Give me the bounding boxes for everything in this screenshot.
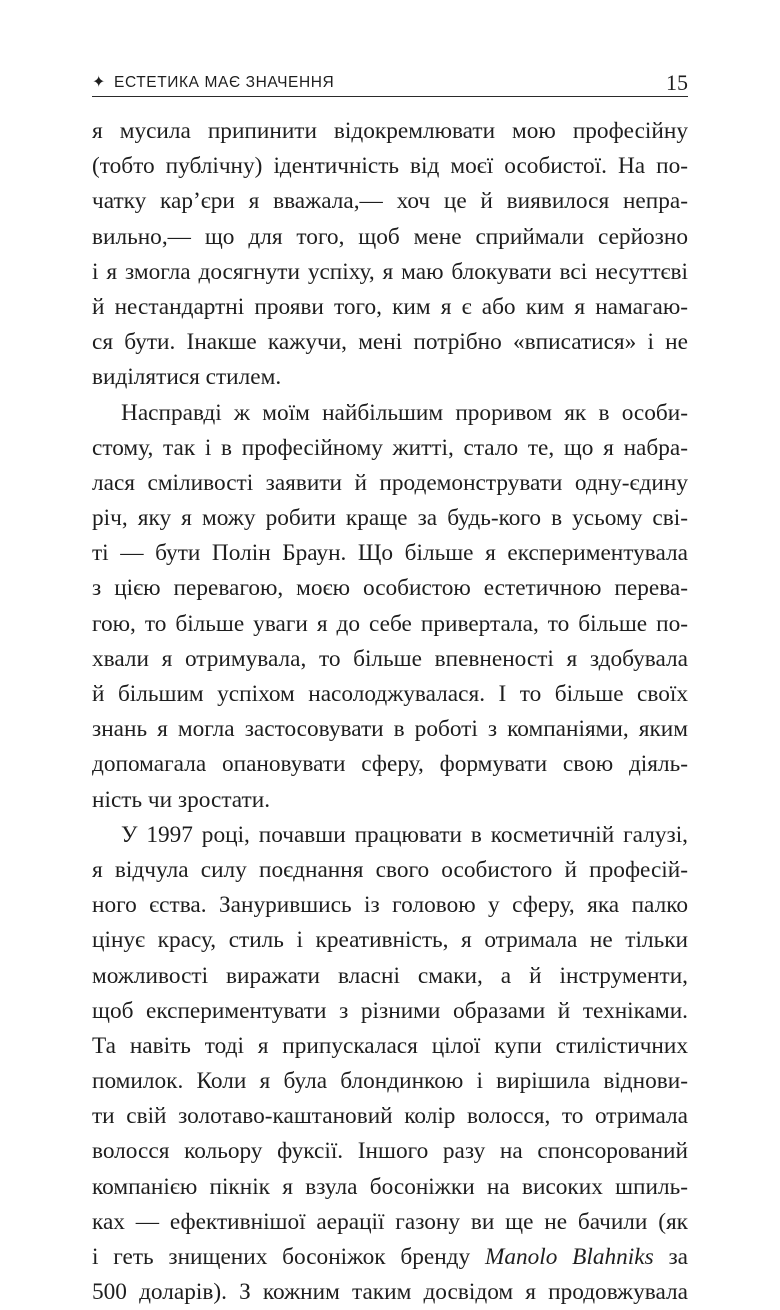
text-line: ного єства. Занурившись із головою у сферу, яка палко [92,892,688,919]
text-line: з цією перевагою, моєю особистою естетичною перева- [92,575,688,602]
text-line: 500 доларів). З кожним таким досвідом я продовжувала [92,1279,688,1306]
text-line: гою, то більше уваги я до себе привертала, то більше по- [92,610,688,637]
chapter-title: ЕСТЕТИКА МАЄ ЗНАЧЕННЯ [114,74,335,91]
running-head [92,70,688,97]
text-line: помилок. Коли я була блондинкою і вирішила віднови- [92,1068,688,1095]
text-line: я мусила припинити відокремлювати мою професійну [92,118,688,144]
text-line: щоб експериментувати з різними образами й техніками. [92,997,688,1024]
star-ornament-icon: ✦ [92,74,106,91]
text-line: (тобто публічну) ідентичність від моєї особистої. На по- [92,153,688,180]
text-line: У 1997 році, почавши працювати в косметичній галузі, [121,821,688,848]
text-line: ках — ефективнішої аерації газону ви ще не бачили (як [92,1208,688,1235]
text-line: компанією пікнік я взула босоніжки на високих шпиль- [92,1173,688,1200]
text-line: Насправді ж моїм найбільшим проривом як в особи- [121,399,688,426]
text-line: можливості виражати власні смаки, а й інструменти, [92,962,688,989]
text-line: ся бути. Інакше кажучи, мені потрібно «вписатися» і не [92,329,688,356]
text-line: й більшим успіхом насолоджувалася. І то більше своїх [92,681,688,707]
text-line: Та навіть тоді я припускалася цілої купи стилістичних [92,1032,688,1059]
text-line: хвали я отримувала, то більше впевненості я здобувала [92,645,688,672]
text-line: ті — бути Полін Браун. Що більше я експериментувала [92,540,688,567]
text-line: волосся кольору фуксії. Іншого разу на спонсорований [92,1138,688,1165]
text-line: і я змогла досягнути успіху, я маю блокувати всі несуттєві [92,258,688,285]
text-line: річ, яку я можу робити краще за будь-кого в усьому сві- [92,505,688,532]
body-text [92,114,688,1310]
text-line: чатку кар’єри я вважала,— хоч це й виявилося непра- [92,188,688,215]
text-line: вильно,— що для того, щоб мене сприймали серйозно [92,223,688,250]
page-number: 15 [666,70,688,95]
text-line: ність чи зростати. [92,786,271,813]
text-line: знань я могла застосовувати в роботі з компаніями, яким [92,716,688,743]
text-line: цінує красу, стиль і креативність, я отримала не тільки [92,927,688,954]
text-line: ти свій золотаво-каштановий колір волосся, то отримала [92,1103,688,1130]
text-line: і геть знищених босоніжок бренду Manolo Blahniks за [92,1244,688,1270]
brand-name: Manolo Blahniks [484,1244,654,1270]
text-line: стому, так і в професійному житті, стало те, що я набра- [92,434,688,461]
text-line: лася сміливості заявити й продемонструвати одну-єдину [92,469,688,496]
text-line: допомагала опановувати сферу, формувати свою діяль- [92,751,688,778]
text-line: я відчула силу поєднання свого особистого й професій- [92,856,688,883]
text-line: виділятися стилем. [92,364,282,391]
text-line: й нестандартні прояви того, ким я є або ким я намагаю- [92,293,688,320]
